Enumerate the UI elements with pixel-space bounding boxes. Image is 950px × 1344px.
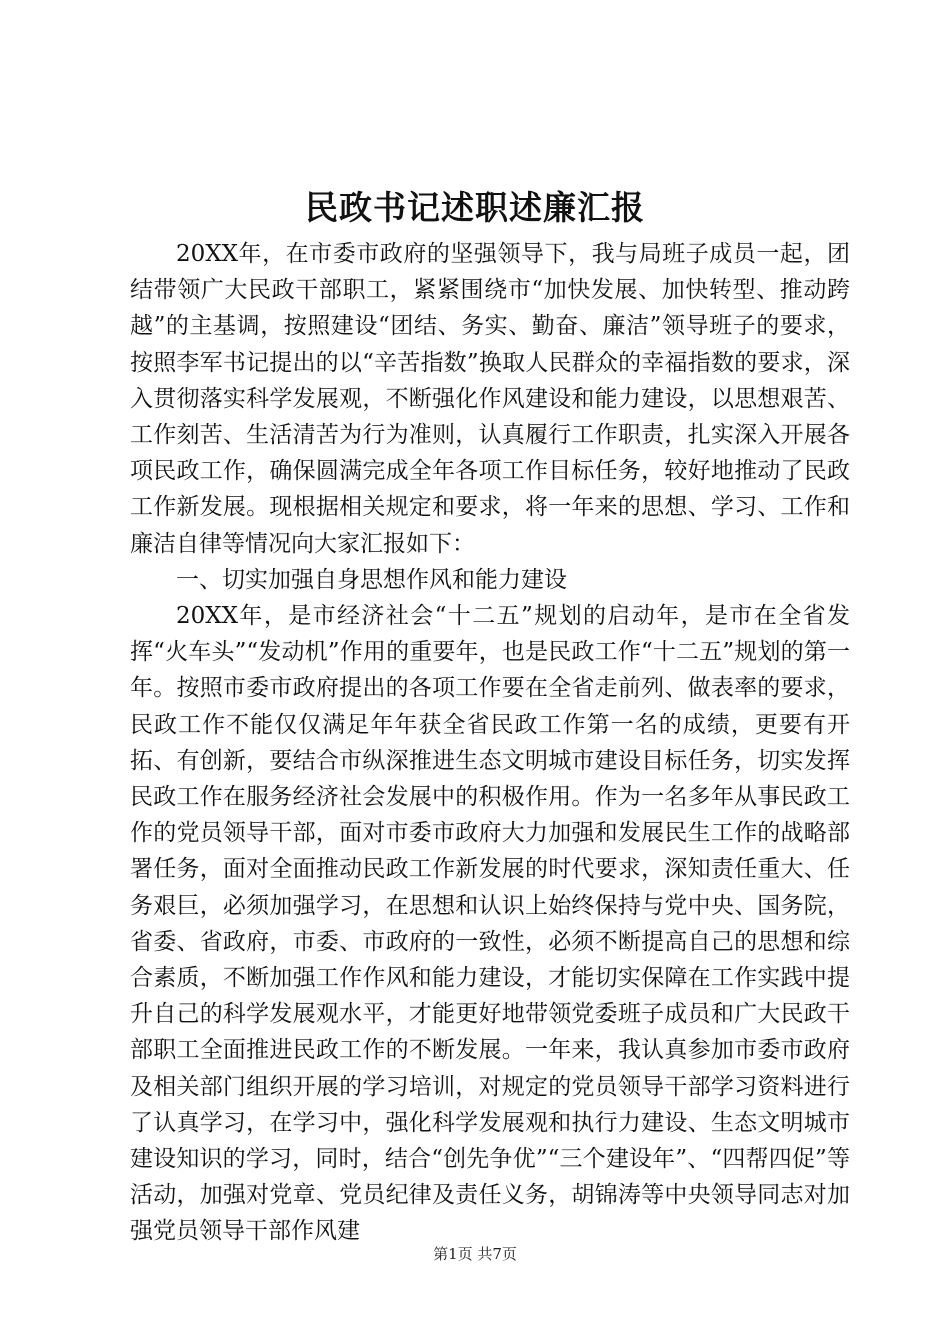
document-title: 民政书记述职述廉汇报 <box>305 188 645 227</box>
body-paragraph-section-1: 20XX年，是市经济社会“十二五”规划的启动年，是市在全省发挥“火车头”“发动机”作用的重要年，也是民政工作“十二五”规划的第一年。按照市委市政府提出的各项工作要在全省走前列、做表率的要求，民政工作不能仅仅满足年年获全省民政工作第一名的成绩，更要有开拓、有创新，要结合市纵深推进生态文明城市建设目标任务，切实发挥民政工作在服务经济社会发展中的积极作用。作为一名多年从事民政工作的党员领导干部，面对市委市政府大力加强和发展民生工作的战略部署任务，面对全面推动民政工作新发展的时代要求，深知责任重大、任务艰巨，必须加强学习，在思想和认识上始终保持与党中央、国务院，省委、省政府，市委、市政府的一致性，必须不断提高自己的思想和综合素质，不断加强工作作风和能力建设，才能切实保障在工作实践中提升自己的科学发展观水平，才能更好地带领党委班子成员和广大民政干部职工全面推进民政工作的不断发展。一年来，我认真参加市委市政府及相关部门组织开展的学习培训，对规定的党员领导干部学习资料进行了认真学习，在学习中，强化科学发展观和执行力建设、生态文明城市建设知识的学习，同时，结合“创先争优”“三个建设年”、“四帮四促”等活动，加强对党章、党员纪律及责任义务，胡锦涛等中央领导同志对加强党员领导干部作风建 <box>130 603 850 1245</box>
document-body <box>130 236 850 1250</box>
section-heading: 一、切实加强自身思想作风和能力建设 <box>176 566 567 593</box>
body-paragraph-intro: 20XX年，在市委市政府的坚强领导下，我与局班子成员一起，团结带领广大民政干部职工，紧紧围绕市“加快发展、加快转型、推动跨越”的主基调，按照建设“团结、务实、勤奋、廉洁”领导班子的要求，按照李军书记提出的以“辛苦指数”换取人民群众的幸福指数的要求，深入贯彻落实科学发展观，不断强化作风建设和能力建设，以思想艰苦、工作刻苦、生活清苦为行为准则，认真履行工作职责，扎实深入开展各项民政工作，确保圆满完成全年各项工作目标任务，较好地推动了民政工作新发展。现根据相关规定和要求，将一年来的思想、学习、工作和廉洁自律等情况向大家汇报如下： <box>130 241 850 557</box>
page-footer: 第1页 共7页 <box>433 1245 517 1263</box>
